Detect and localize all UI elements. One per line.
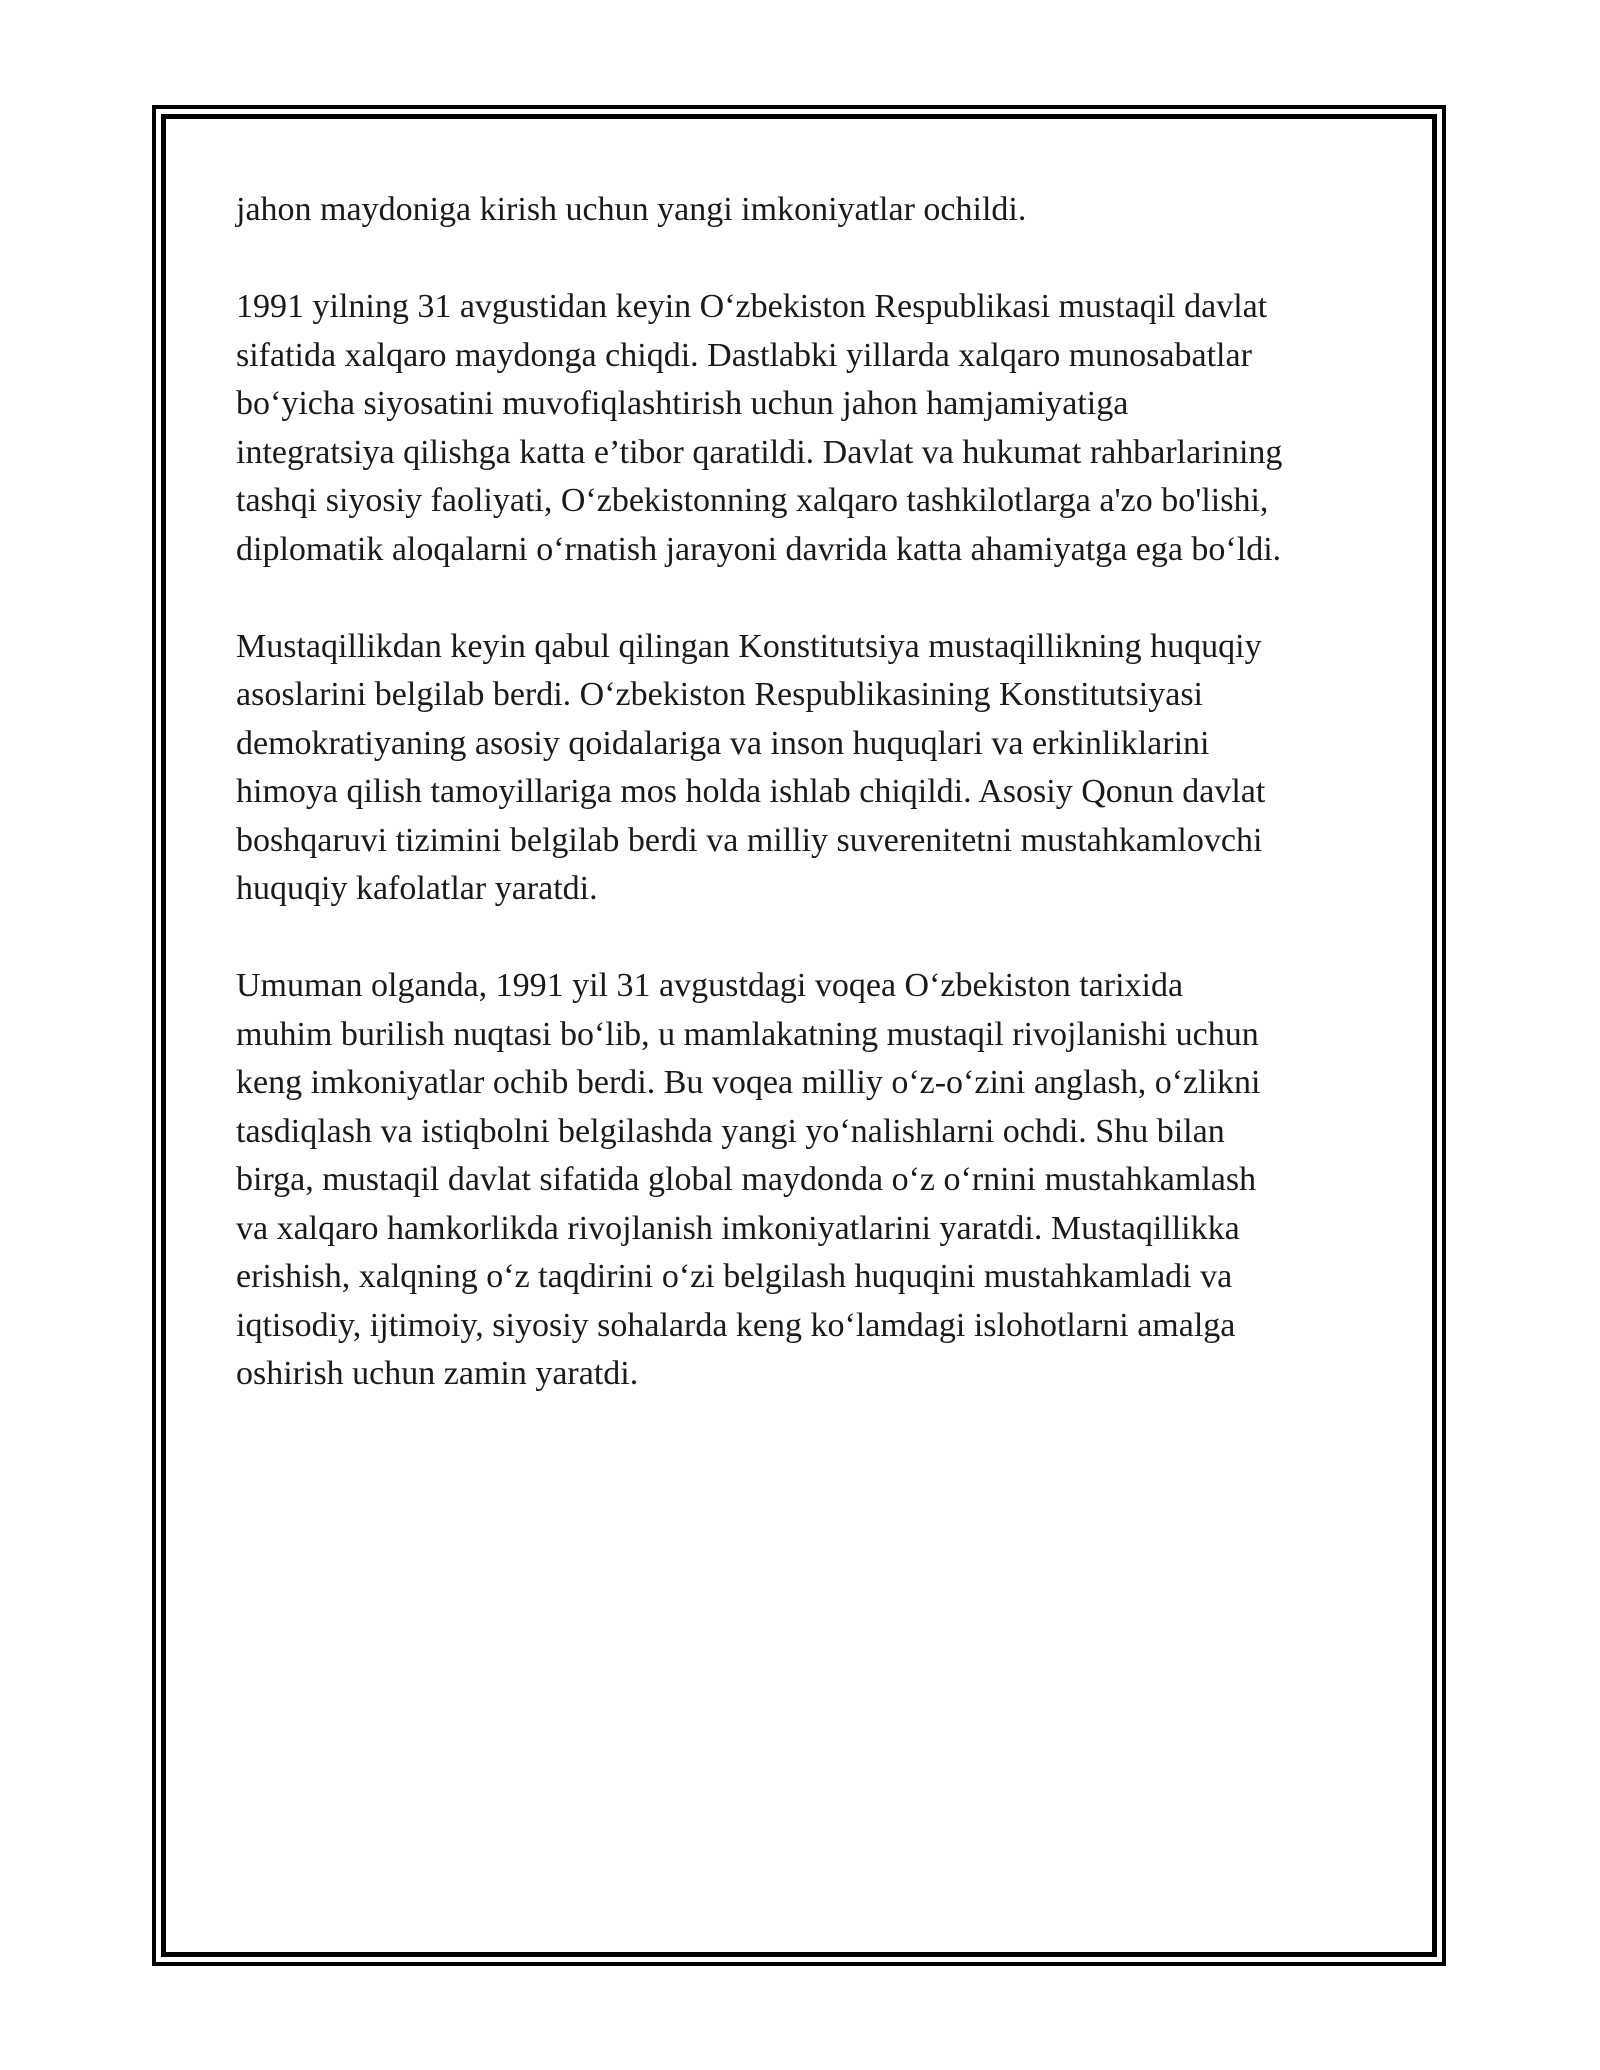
text-line: birga, mustaqil davlat sifatida global maydonda o‘z o‘rnini mustahkamlash — [236, 1161, 1257, 1198]
text-line: iqtisodiy, ijtimoiy, siyosiy sohalarda keng ko‘lamdagi islohotlarni amalga — [236, 1306, 1236, 1344]
text-line: muhim burilish nuqtasi bo‘lib, u mamlakatning mustaqil rivojlanishi uchun — [236, 1015, 1259, 1053]
text-line: boshqaruvi tizimini belgilab berdi va milliy suverenitetni mustahkamlovchi — [236, 821, 1263, 859]
paragraph-1 — [236, 186, 1396, 235]
text-line: bo‘yicha siyosatini muvofiqlashtirish uchun jahon hamjamiyatiga — [236, 385, 1129, 422]
paragraph-3 — [236, 623, 1396, 914]
text-line: erishish, xalqning o‘z taqdirini o‘zi belgilash huquqini mustahkamladi va — [236, 1258, 1233, 1295]
text-line: Umuman olganda, 1991 yil 31 avgustdagi voqea O‘zbekiston tarixida — [236, 967, 1184, 1004]
text-line: demokratiyaning asosiy qoidalariga va inson huquqlari va erkinliklarini — [236, 724, 1210, 762]
text-line: asoslarini belgilab berdi. O‘zbekiston Respublikasining Konstitutsiyasi — [236, 676, 1203, 713]
text-line: keng imkoniyatlar ochib berdi. Bu voqea milliy o‘z-o‘zini anglash, o‘zlikni — [236, 1064, 1261, 1101]
text-line: tashqi siyosiy faoliyati, O‘zbekistonning xalqaro tashkilotlarga a'zo bo'lishi, — [236, 482, 1269, 519]
text-line: himoya qilish tamoyillariga mos holda ishlab chiqildi. Asosiy Qonun davlat — [236, 773, 1266, 810]
text-line: oshirish uchun zamin yaratdi. — [236, 1355, 639, 1392]
text-line: integratsiya qilishga katta e’tibor qaratildi. Davlat va hukumat rahbarlarining — [236, 433, 1283, 471]
text-line: diplomatik aloqalarni o‘rnatish jarayoni davrida katta ahamiyatga ega bo‘ldi. — [236, 530, 1282, 568]
document-body — [236, 186, 1396, 1447]
text-line: 1991 yilning 31 avgustidan keyin O‘zbekiston Respublikasi mustaqil davlat — [236, 288, 1268, 325]
text-line: huquqiy kafolatlar yaratdi. — [236, 870, 598, 907]
text-line: tasdiqlash va istiqbolni belgilashda yangi yo‘nalishlarni ochdi. Shu bilan — [236, 1112, 1225, 1150]
text-line: jahon maydoniga kirish uchun yangi imkoniyatlar ochildi. — [236, 191, 1027, 228]
text-line: sifatida xalqaro maydonga chiqdi. Dastlabki yillarda xalqaro munosabatlar — [236, 336, 1252, 374]
text-line: Mustaqillikdan keyin qabul qilingan Konstitutsiya mustaqillikning huquqiy — [236, 627, 1262, 665]
paragraph-4 — [236, 962, 1396, 1399]
paragraph-2 — [236, 283, 1396, 574]
text-line: va xalqaro hamkorlikda rivojlanish imkoniyatlarini yaratdi. Mustaqillikka — [236, 1209, 1240, 1247]
